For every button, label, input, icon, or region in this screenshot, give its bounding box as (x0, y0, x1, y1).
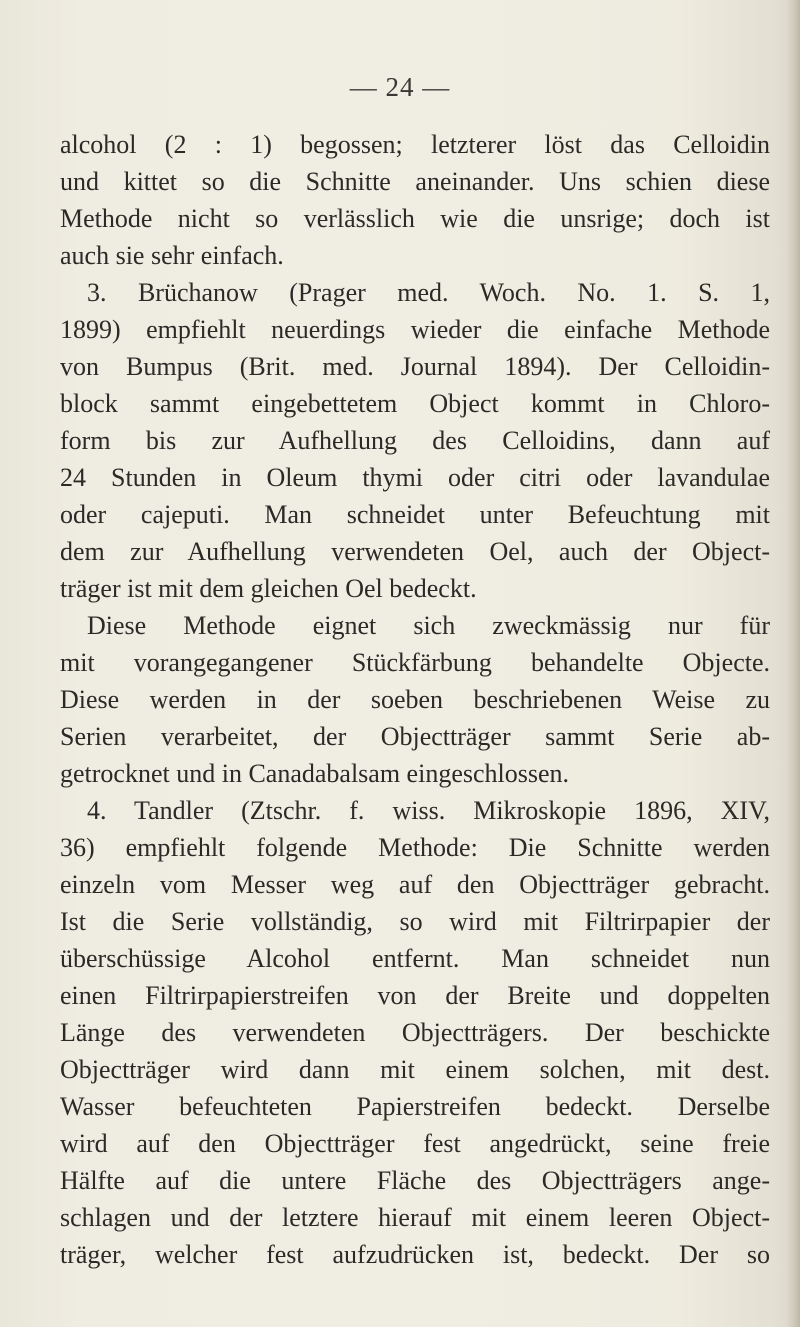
text-line: einen Filtrirpapierstreifen von der Breite und doppelten (60, 981, 770, 1010)
text-line: auch sie sehr einfach. (60, 241, 284, 270)
text-line: 1899) empfiehlt neuerdings wieder die einfache Methode (60, 315, 770, 344)
text-line: form bis zur Aufhellung des Celloidins, dann auf (60, 426, 770, 455)
text-line: oder cajeputi. Man schneidet unter Befeuchtung mit (60, 500, 770, 529)
page-number: — 24 — (349, 72, 451, 102)
text-line: Objectträger wird dann mit einem solchen, mit dest. (60, 1055, 770, 1084)
text-line: einzeln vom Messer weg auf den Objectträger gebracht. (60, 870, 770, 899)
text-line: Länge des verwendeten Objectträgers. Der beschickte (60, 1018, 770, 1047)
text-line: Methode nicht so verlässlich wie die unsrige; doch ist (60, 204, 770, 233)
text-line: Serien verarbeitet, der Objectträger sammt Serie ab- (60, 722, 770, 751)
text-line: und kittet so die Schnitte aneinander. Uns schien diese (60, 167, 770, 196)
text-line: wird auf den Objectträger fest angedrückt, seine freie (60, 1129, 770, 1158)
text-line: Diese werden in der soeben beschriebenen Weise zu (60, 685, 770, 714)
text-line: mit vorangegangener Stückfärbung behandelte Objecte. (60, 648, 770, 677)
text-line: dem zur Aufhellung verwendeten Oel, auch der Object- (60, 537, 770, 566)
text-line: träger, welcher fest aufzudrücken ist, bedeckt. Der so (60, 1240, 770, 1269)
text-line: 3. Brüchanow (Prager med. Woch. No. 1. S. 1, (87, 278, 770, 307)
text-line: alcohol (2 : 1) begossen; letzterer löst das Celloidin (60, 130, 770, 159)
text-line: 36) empfiehlt folgende Methode: Die Schnitte werden (60, 833, 770, 862)
text-line: Wasser befeuchteten Papierstreifen bedeckt. Derselbe (60, 1092, 770, 1121)
text-line: Ist die Serie vollständig, so wird mit Filtrirpapier der (60, 907, 770, 936)
body-text (60, 126, 770, 1273)
text-line: block sammt eingebettetem Object kommt in Chloro- (60, 389, 770, 418)
text-line: getrocknet und in Canadabalsam eingeschlossen. (60, 759, 570, 788)
text-line: 24 Stunden in Oleum thymi oder citri oder lavandulae (60, 463, 770, 492)
text-line: schlagen und der letztere hierauf mit einem leeren Object- (60, 1203, 770, 1232)
text-line: 4. Tandler (Ztschr. f. wiss. Mikroskopie 1896, XIV, (87, 796, 770, 825)
text-line: von Bumpus (Brit. med. Journal 1894). Der Celloidin- (60, 352, 770, 381)
text-line: Diese Methode eignet sich zweckmässig nur für (87, 611, 770, 640)
text-line: träger ist mit dem gleichen Oel bedeckt. (60, 574, 477, 603)
page-edge-shadow (786, 0, 800, 1327)
text-line: überschüssige Alcohol entfernt. Man schneidet nun (60, 944, 770, 973)
text-line: Hälfte auf die untere Fläche des Objectträgers ange- (60, 1166, 770, 1195)
